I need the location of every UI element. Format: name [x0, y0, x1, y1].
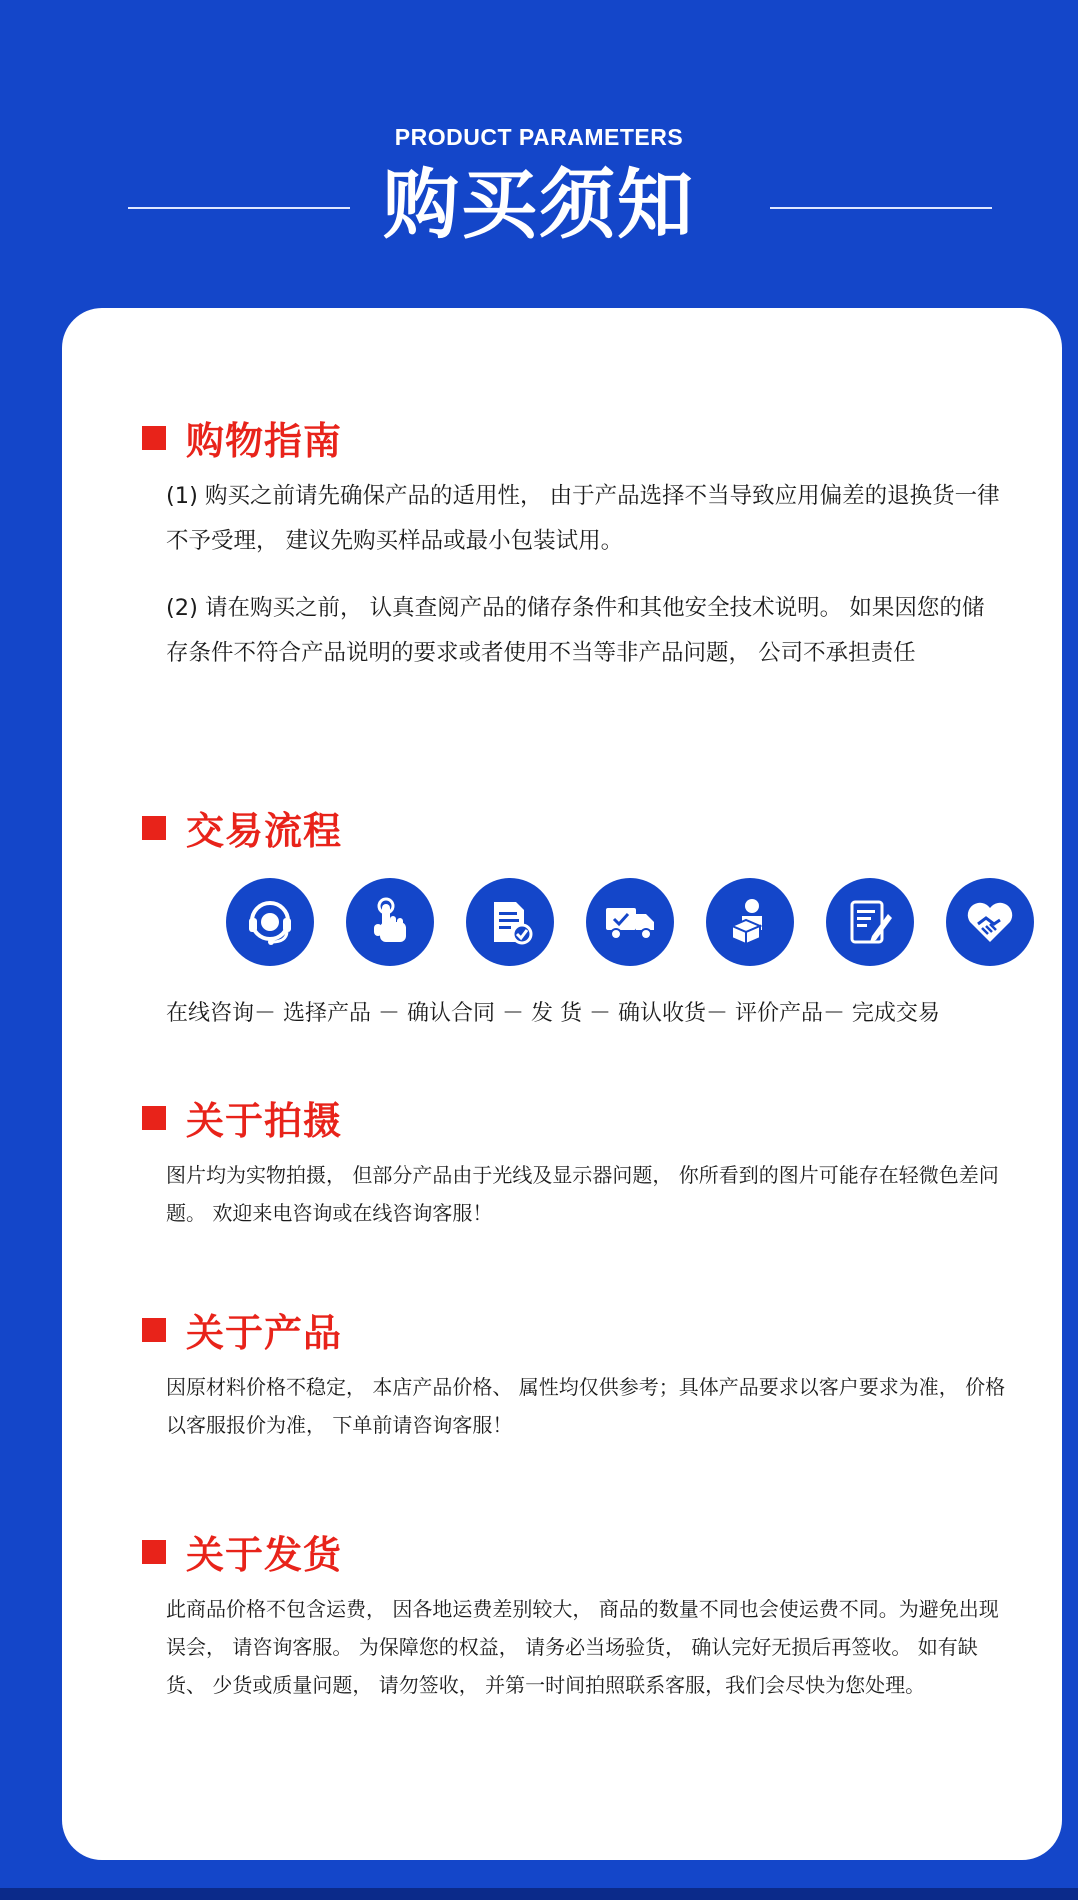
section-guide-header [142, 410, 342, 465]
step-select-product [346, 878, 436, 968]
section-marker-icon [142, 1540, 166, 1564]
section-shipping-title: 关于发货 [186, 1533, 343, 1577]
process-flow [166, 878, 1046, 1028]
step-ship [586, 878, 676, 968]
section-guide-title: 购物指南 [186, 419, 343, 463]
photo-paragraph: 图片均为实物拍摄， 但部分产品由于光线及显示器问题， 你所看到的图片可能存在轻微色差问题。 欢迎来电咨询或在线咨询客服！ [166, 1163, 999, 1225]
section-marker-icon [142, 1106, 166, 1130]
hand-pointer-icon [362, 894, 418, 950]
product-paragraph: 因原材料价格不稳定， 本店产品价格、 属性均仅供参考；具体产品要求以客户要求为准， 价格以客服报价为准， 下单前请咨询客服！ [166, 1375, 1006, 1437]
step-review-product [826, 878, 916, 968]
notice-card [62, 308, 1062, 1860]
section-product-header [142, 1302, 342, 1357]
handshake-heart-icon [962, 894, 1018, 950]
step-complete-deal [946, 878, 1036, 968]
page-title: 购买须知 [383, 160, 695, 249]
step-online-consult [226, 878, 316, 968]
section-marker-icon [142, 426, 166, 450]
contract-icon [482, 894, 538, 950]
section-photo-header [142, 1090, 342, 1145]
section-process-header [142, 800, 342, 855]
step-confirm-receipt [706, 878, 796, 968]
section-product-title: 关于产品 [186, 1311, 343, 1355]
section-process-title: 交易流程 [186, 809, 343, 853]
process-flow-labels: 在线咨询－ 选择产品 － 确认合同 － 发 货 － 确认收货－ 评价产品－ 完成交易 [166, 1001, 940, 1026]
shipping-paragraph: 此商品价格不包含运费， 因各地运费差别较大， 商品的数量不同也会使运费不同。为避免出现误会， 请咨询客服。 为保障您的权益， 请务必当场验货， 确认完好无损后再签收。 如有缺货、 少货或质量问题， 请勿签收， 并第一时间拍照联系客服，我们会尽快为您处理。 [166, 1597, 999, 1697]
delivery-truck-icon [602, 894, 658, 950]
headset-icon [242, 894, 298, 950]
header-divider-right [770, 207, 992, 209]
receive-package-icon [722, 894, 778, 950]
review-edit-icon [842, 894, 898, 950]
section-marker-icon [142, 816, 166, 840]
guide-paragraph-2: (2) 请在购买之前， 认真查阅产品的储存条件和其他安全技术说明。 如果因您的储存条件不符合产品说明的要求或者使用不当等非产品问题， 公司不承担责任 [166, 595, 985, 666]
section-photo-title: 关于拍摄 [186, 1099, 343, 1143]
header-subtitle: PRODUCT PARAMETERS [394, 124, 684, 150]
header-banner [0, 0, 1078, 300]
section-shipping-header [142, 1524, 342, 1579]
guide-paragraph-1: (1) 购买之前请先确保产品的适用性， 由于产品选择不当导致应用偏差的退换货一律不予受理， 建议先购买样品或最小包装试用。 [166, 483, 1000, 554]
section-marker-icon [142, 1318, 166, 1342]
step-confirm-contract [466, 878, 556, 968]
bottom-strip [0, 1888, 1078, 1900]
